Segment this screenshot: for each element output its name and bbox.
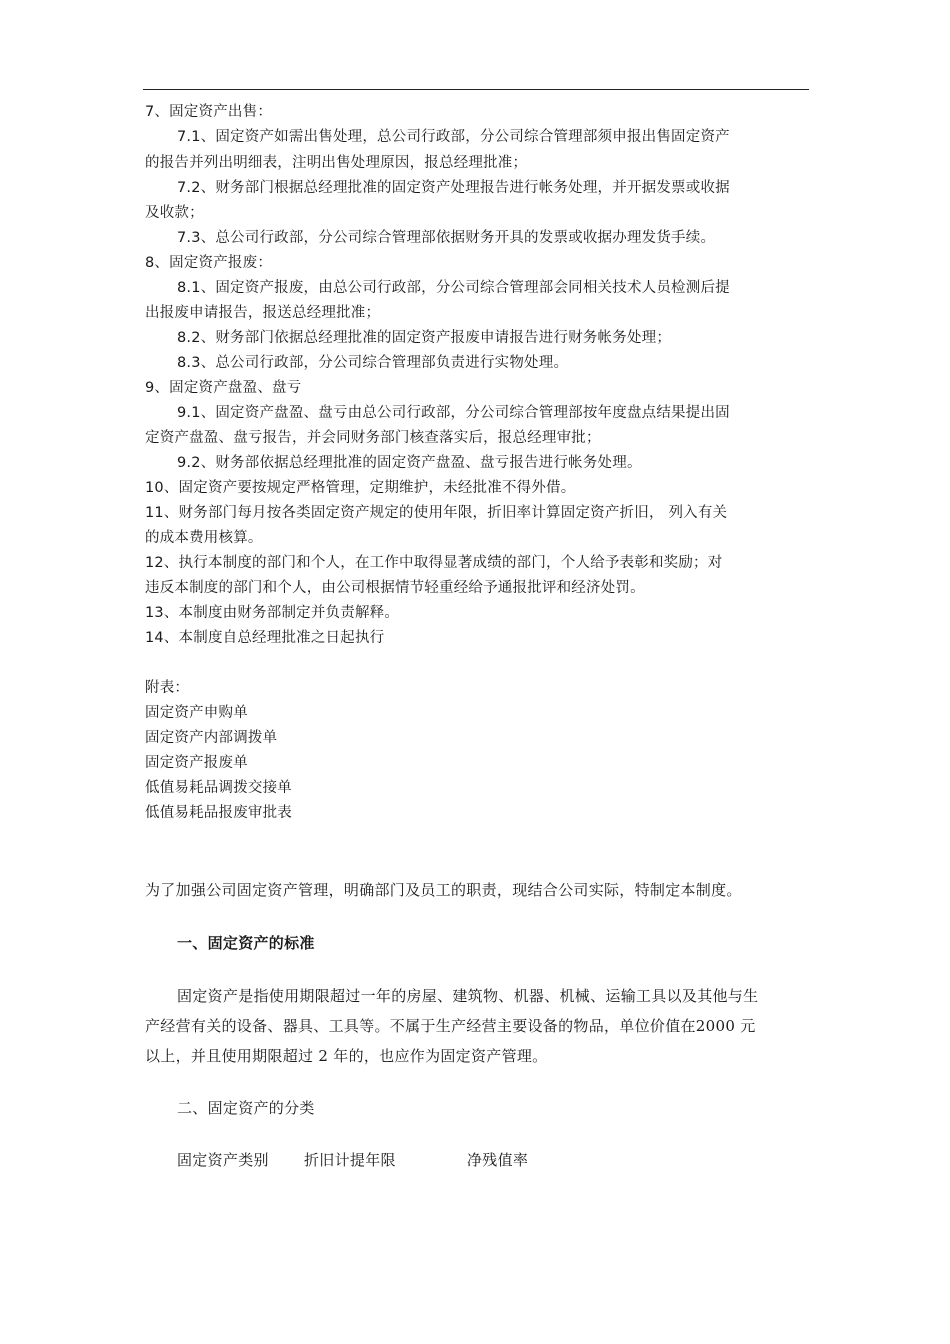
- item-9-2: 9.2、财务部依据总经理批准的固定资产盘盈、盘亏报告进行帐务处理。: [177, 455, 642, 471]
- appendix-item: 固定资产内部调拨单: [145, 730, 278, 746]
- section-1-para-line-3: 以上，并且使用期限超过 2 年的，也应作为固定资产管理。: [145, 1047, 548, 1065]
- item-7-2-line-1: 7.2、财务部门根据总经理批准的固定资产处理报告进行帐务处理，并开据发票或收据: [177, 180, 730, 196]
- item-7-1-line-1: 7.1、固定资产如需出售处理，总公司行政部，分公司综合管理部须申报出售固定资产: [177, 129, 730, 145]
- header-rule: [143, 89, 809, 90]
- appendix-title: 附表：: [145, 680, 190, 696]
- item-11-line-2: 的成本费用核算。: [145, 530, 263, 546]
- item-9-1-line-1: 9.1、固定资产盘盈、盘亏由总公司行政部，分公司综合管理部按年度盘点结果提出固: [177, 405, 730, 421]
- section-1-para-line-2: 产经营有关的设备、器具、工具等。不属于生产经营主要设备的物品，单位价值在2000 元: [145, 1017, 756, 1035]
- table-header-residual-rate: 净残值率: [467, 1151, 529, 1169]
- item-11-line-1: 11、财务部门每月按各类固定资产规定的使用年限，折旧率计算固定资产折旧， 列入有关: [145, 505, 728, 521]
- item-14: 14、本制度自总经理批准之日起执行: [145, 630, 385, 646]
- appendix-item: 固定资产报废单: [145, 755, 248, 771]
- section-2-heading: 二、固定资产的分类: [177, 1099, 315, 1117]
- intro-paragraph: 为了加强公司固定资产管理，明确部门及员工的职责，现结合公司实际，特制定本制度。: [145, 881, 742, 899]
- item-7-2-line-2: 及收款；: [145, 205, 204, 221]
- appendix-item: 固定资产申购单: [145, 705, 248, 721]
- table-header-category: 固定资产类别: [177, 1151, 269, 1169]
- item-7-1-line-2: 的报告并列出明细表，注明出售处理原因，报总经理批准；: [145, 155, 528, 171]
- item-8-heading: 8、固定资产报废：: [145, 255, 273, 271]
- appendix-item: 低值易耗品调拨交接单: [145, 780, 292, 796]
- item-8-3: 8.3、总公司行政部，分公司综合管理部负责进行实物处理。: [177, 355, 569, 371]
- item-12-line-1: 12、执行本制度的部门和个人，在工作中取得显著成绩的部门，个人给予表彰和奖励；对: [145, 555, 723, 571]
- item-8-1-line-2: 出报废申请报告，报送总经理批准；: [145, 305, 381, 321]
- item-7-heading: 7、固定资产出售：: [145, 104, 273, 120]
- section-1-heading: 一、固定资产的标准: [177, 934, 315, 952]
- item-13: 13、本制度由财务部制定并负责解释。: [145, 605, 400, 621]
- item-12-line-2: 违反本制度的部门和个人，由公司根据情节轻重经给予通报批评和经济处罚。: [145, 580, 645, 596]
- item-9-heading: 9、固定资产盘盈、盘亏: [145, 380, 302, 396]
- appendix-item: 低值易耗品报废审批表: [145, 805, 292, 821]
- item-10: 10、固定资产要按规定严格管理，定期维护，未经批准不得外借。: [145, 480, 576, 496]
- item-8-2: 8.2、财务部门依据总经理批准的固定资产报废申请报告进行财务帐务处理；: [177, 330, 672, 346]
- table-header-depreciation-years: 折旧计提年限: [304, 1151, 396, 1169]
- item-9-1-line-2: 定资产盘盈、盘亏报告，并会同财务部门核查落实后，报总经理审批；: [145, 430, 601, 446]
- section-1-para-line-1: 固定资产是指使用期限超过一年的房屋、建筑物、机器、机械、运输工具以及其他与生: [177, 987, 759, 1005]
- item-8-1-line-1: 8.1、固定资产报废，由总公司行政部，分公司综合管理部会同相关技术人员检测后提: [177, 280, 730, 296]
- item-7-3: 7.3、总公司行政部，分公司综合管理部依据财务开具的发票或收据办理发货手续。: [177, 230, 716, 246]
